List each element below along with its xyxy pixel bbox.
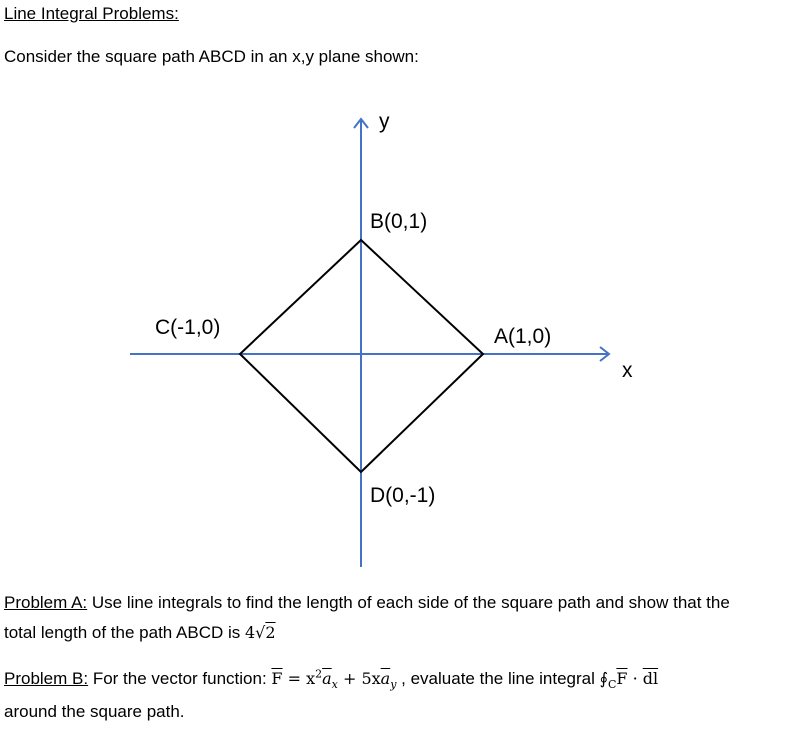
problem-a-label: Problem A:	[4, 593, 88, 612]
problem-a-math: 4√2	[244, 623, 276, 642]
point-d-label: D(0,-1)	[370, 484, 436, 507]
problem-b-label: Problem B:	[4, 669, 89, 688]
problem-b-intro: For the vector function:	[88, 669, 272, 688]
problem-a-line2	[4, 618, 276, 648]
vector-function-expression: $\overline{F} = x^2\overline{a}_x + 5x\overline{a}_y$	[271, 667, 397, 692]
x-axis-label: x	[622, 359, 633, 382]
page-heading: Line Integral Problems:	[4, 4, 179, 23]
y-axis-label: y	[379, 110, 390, 133]
point-a-label: A(1,0)	[494, 325, 552, 348]
point-b-label: B(0,1)	[370, 210, 428, 233]
problem-a-text-line1: Use line integrals to find the length of each side of the square path and show that the	[87, 593, 730, 612]
problem-b-line1	[4, 664, 658, 694]
problem-b-mid: , evaluate the line integral	[396, 669, 600, 688]
problem-a-text-line2: total length of the path ABCD is	[4, 623, 245, 642]
problem-b-line2: around the square path.	[4, 702, 185, 721]
problem-a-line1	[4, 588, 730, 618]
line-integral-expression: $∮_C\overline{F} \cdot \overline{dl}$	[599, 669, 659, 692]
intro-text: Consider the square path ABCD in an x,y plane shown:	[4, 47, 419, 66]
point-c-label: C(-1,0)	[155, 316, 221, 339]
